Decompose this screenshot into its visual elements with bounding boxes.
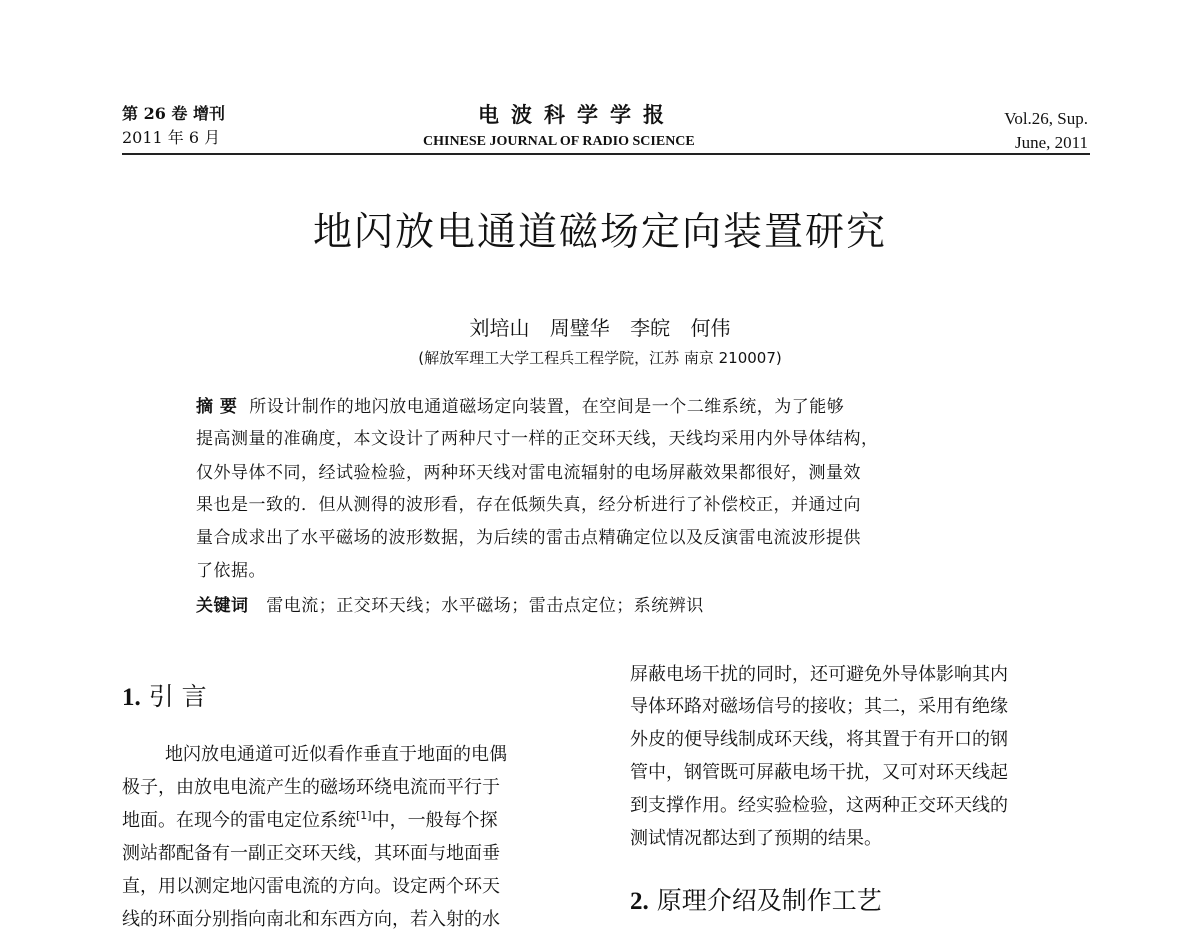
keywords-line	[196, 598, 704, 615]
abstract-text: 所设计制作的地闪放电通道磁场定向装置，在空间是一个二维系统，为了能够	[249, 397, 845, 417]
body-line: 屏蔽电场干扰的同时，还可避免外导体影响其内	[630, 664, 1008, 685]
keywords-text: 雷电流；正交环天线；水平磁场；雷击点定位；系统辨识	[266, 596, 704, 616]
section-2-number: 2.	[630, 888, 649, 915]
section-2-heading	[630, 888, 882, 914]
section-1-heading	[122, 684, 207, 710]
body-line: 直，用以测定地闪雷电流的方向。设定两个环天	[122, 876, 500, 897]
abstract-line: 量合成求出了水平磁场的波形数据，为后续的雷击点精确定位以及反演雷电流波形提供	[196, 528, 861, 548]
volume-en: Vol.26, Sup.	[1004, 109, 1088, 128]
section-1-number: 1.	[122, 684, 141, 711]
header-rule	[122, 153, 1090, 155]
date-cn: 2011 年 6 月	[122, 128, 221, 147]
body-line: 导体环路对磁场信号的接收；其二，采用有绝缘	[630, 696, 1008, 717]
abstract-line	[196, 399, 844, 416]
section-1-title: 引 言	[148, 682, 207, 711]
body-line: 管中，钢管既可屏蔽电场干扰，又可对环天线起	[630, 762, 1008, 783]
body-text: 中，一般每个探	[371, 810, 498, 831]
authors: 刘培山 周璧华 李皖 何伟	[469, 316, 731, 340]
paper-title: 地闪放电通道磁场定向装置研究	[312, 210, 887, 255]
citation-ref: [1]	[356, 809, 372, 822]
date-en: June, 2011	[1014, 133, 1088, 152]
body-text: 地面。在现今的雷电定位系统	[122, 810, 356, 831]
abstract-label: 摘 要	[196, 397, 238, 417]
abstract-line: 提高测量的准确度，本文设计了两种尺寸一样的正交环天线，天线均采用内外导体结构，	[196, 429, 879, 449]
body-line: 极子，由放电电流产生的磁场环绕电流而平行于	[122, 777, 500, 798]
abstract-line: 了依据。	[196, 561, 266, 581]
body-line: 到支撑作用。经实验检验，这两种正交环天线的	[630, 795, 1008, 816]
body-line	[122, 809, 498, 831]
abstract-line: 仅外导体不同，经试验检验，两种环天线对雷电流辐射的电场屏蔽效果都很好，测量效	[196, 463, 861, 483]
journal-title-cn: 电波科学学报	[478, 102, 676, 127]
volume-cn: 第 26 卷 增刊	[122, 104, 225, 123]
body-line: 外皮的便导线制成环天线，将其置于有开口的钢	[630, 729, 1008, 750]
body-line: 地闪放电通道可近似看作垂直于地面的电偶	[165, 744, 507, 765]
body-line: 测试情况都达到了预期的结果。	[630, 828, 882, 849]
body-line: 线的环面分别指向南北和东西方向，若入射的水	[122, 909, 500, 930]
journal-title-en: CHINESE JOURNAL OF RADIO SCIENCE	[423, 134, 695, 149]
abstract-line: 果也是一致的．但从测得的波形看，存在低频失真，经分析进行了补偿校正，并通过向	[196, 495, 861, 515]
body-line: 测站都配备有一副正交环天线，其环面与地面垂	[122, 843, 500, 864]
section-2-title: 原理介绍及制作工艺	[656, 886, 882, 915]
affiliation: (解放军理工大学工程兵工程学院，江苏 南京 210007)	[418, 349, 782, 367]
keywords-label: 关键词	[196, 596, 249, 616]
